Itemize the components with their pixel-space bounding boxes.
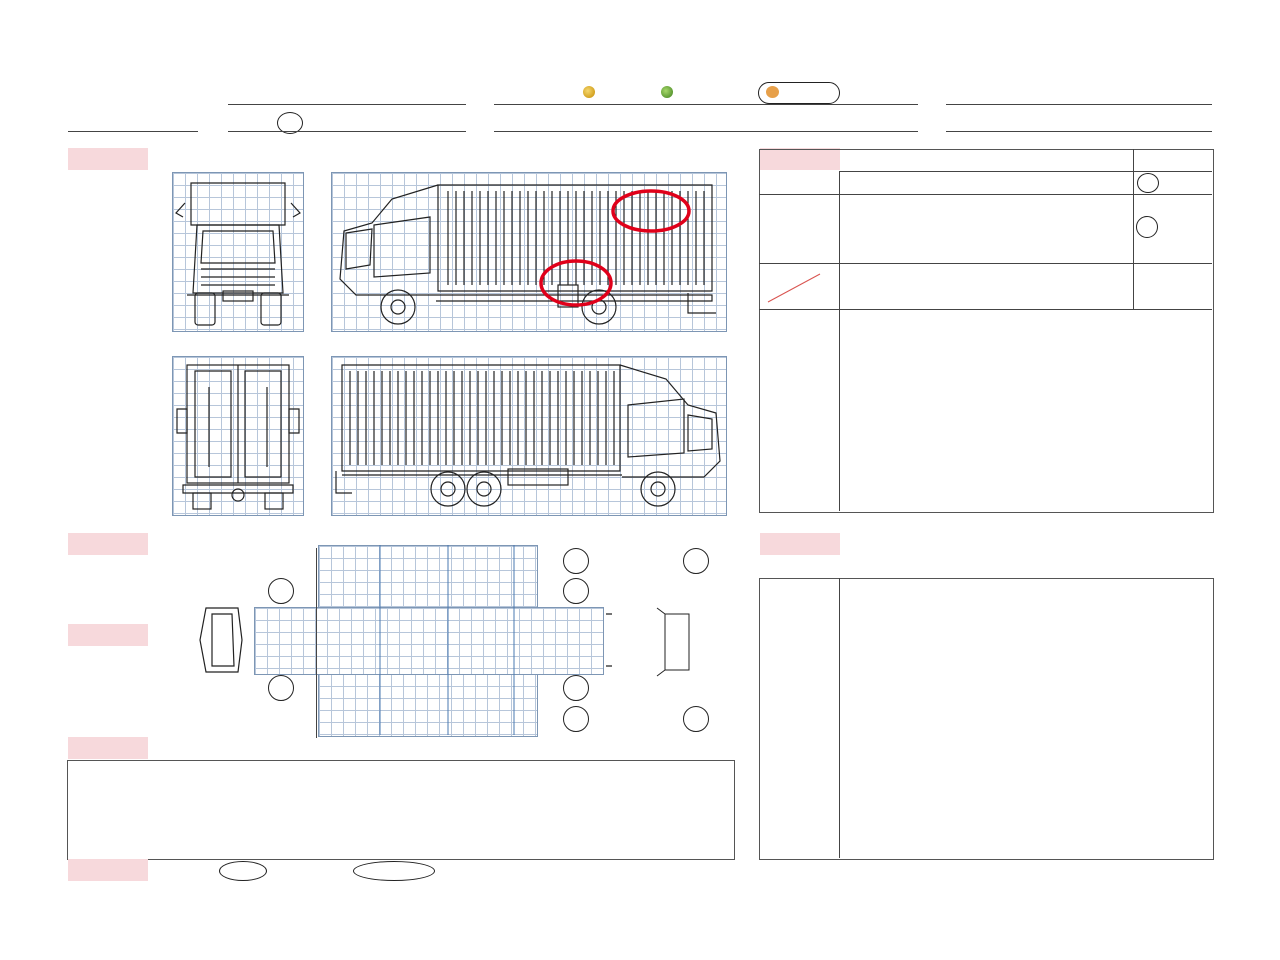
trasky-logo-icon: [661, 86, 673, 98]
front-right-tire[interactable]: [268, 578, 294, 604]
rear-left-bottom-tire[interactable]: [563, 706, 589, 732]
exterior-tag: [68, 148, 148, 170]
tire-kind-tag: [68, 859, 148, 881]
front-left-tire[interactable]: [268, 675, 294, 701]
cabin-table: [759, 578, 1214, 860]
tire-tread-tag: [68, 624, 148, 646]
truck-front-view: [172, 172, 304, 332]
rear-gate-outline: [604, 606, 654, 676]
rear-right-mid-tire[interactable]: [563, 578, 589, 604]
truck-left-side-view: [331, 172, 727, 332]
interior-tag: [68, 533, 148, 555]
kuriyama-logo-icon: [583, 86, 595, 98]
tire-size-tag: [68, 737, 148, 759]
cab-outline: [198, 606, 248, 676]
spare-b-tire[interactable]: [683, 706, 709, 732]
rear-left-mid-tire[interactable]: [563, 675, 589, 701]
tire-size-table: [67, 760, 735, 860]
rear-right-top-tire[interactable]: [563, 548, 589, 574]
dog-logo-icon: [766, 86, 779, 98]
spare-a-tire[interactable]: [683, 548, 709, 574]
upper-body-table: [759, 149, 1214, 513]
truck-rear-view: [172, 356, 304, 516]
power-gate-strike: [768, 272, 828, 302]
truck-right-side-view: [331, 356, 727, 516]
cabin-tag: [760, 533, 840, 555]
